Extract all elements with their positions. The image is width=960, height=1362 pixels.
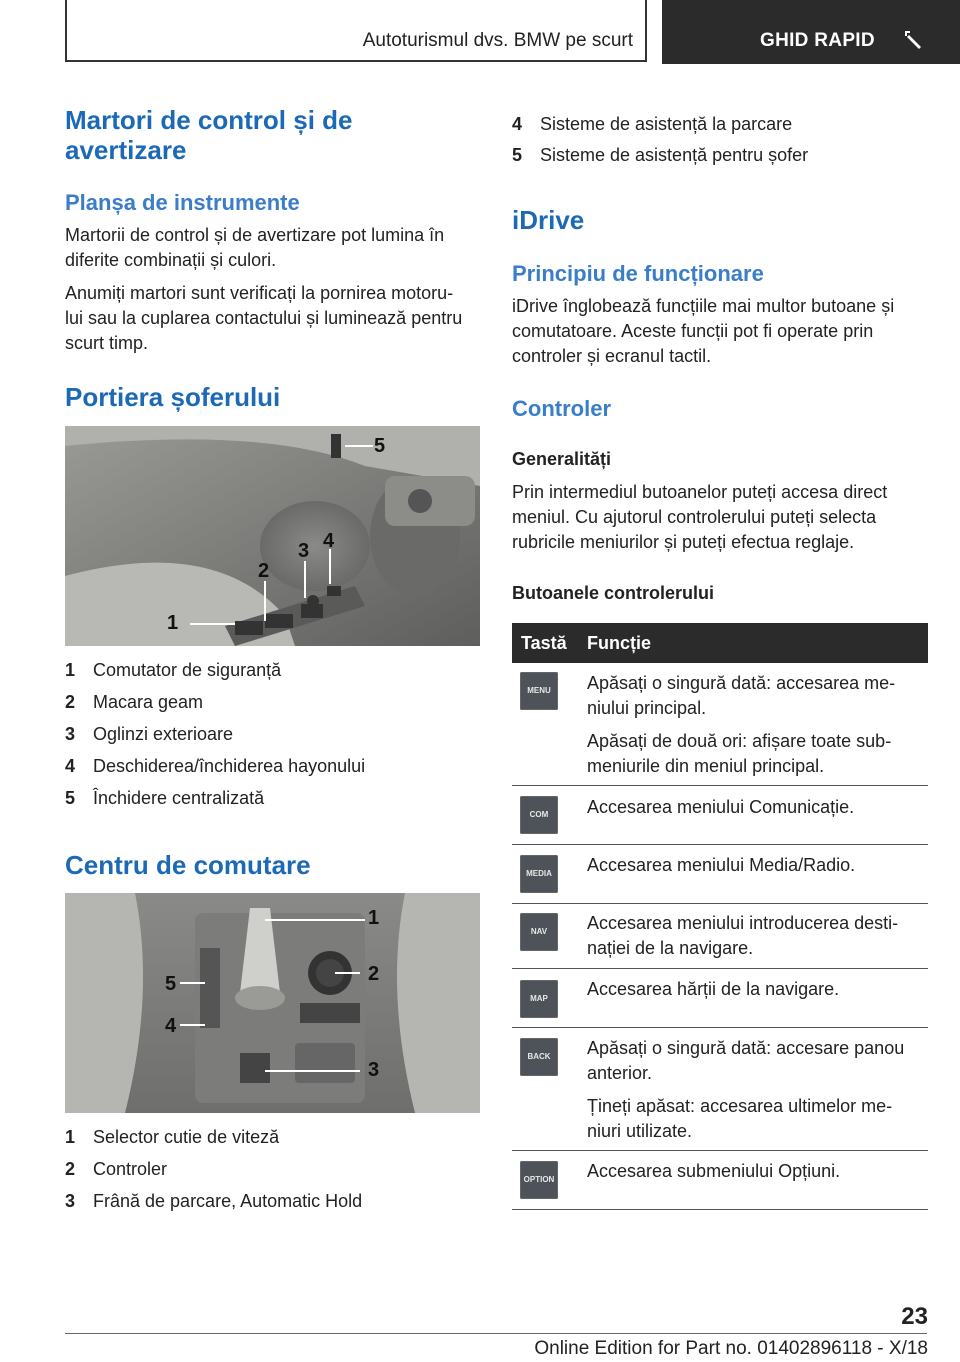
column-header-key: Tastă [521, 633, 567, 653]
legend-text: Macara geam [93, 692, 204, 712]
switch-center-photo [65, 893, 480, 1113]
heading-switch-center: Centru de comutare [65, 850, 311, 880]
cell-line: niului principal. [587, 698, 707, 718]
legend-text: Închidere centralizată [93, 788, 265, 808]
heading-driver-door: Portiera șoferului [65, 382, 281, 412]
cell-line: Accesarea hărții de la navigare. [587, 979, 840, 999]
legend-text: Deschiderea/închiderea hayonului [93, 756, 366, 776]
subheading-instrument-panel: Planșa de instrumente [65, 190, 300, 215]
subheading-controller: Controler [512, 396, 611, 421]
table-row [512, 845, 928, 904]
cell-line: Accesarea submeniului Opțiuni. [587, 1161, 841, 1181]
paragraph-line: Martorii de control și de avertizare pot lumina în [65, 225, 445, 245]
table-cell-function [587, 795, 922, 820]
legend-number: 1 [65, 1127, 76, 1147]
legend-number: 2 [65, 692, 76, 712]
paragraph-line: controler și ecranul tactil. [512, 346, 712, 366]
header-breadcrumb: Autoturismul dvs. BMW pe scurt [362, 30, 633, 51]
cell-line: anterior. [587, 1063, 653, 1083]
paragraph-line: meniul. Cu ajutorul controlerului puteți selecta [512, 507, 877, 527]
legend-number: 5 [512, 145, 523, 165]
table-row [512, 969, 928, 1028]
door-callout-3: 3 [298, 540, 310, 562]
cell-line: Apăsați o singură dată: accesarea me- [587, 673, 896, 693]
nav-key-icon: NAV [520, 913, 558, 951]
legend-text: Selector cutie de viteză [93, 1127, 280, 1147]
legend-number: 4 [512, 114, 523, 134]
page-title-line1: Martori de control și de [65, 105, 353, 135]
cell-line: nației de la navigare. [587, 938, 754, 958]
legend-number: 2 [65, 1159, 76, 1179]
legend-number: 3 [65, 724, 76, 744]
header-breadcrumb-box [65, 0, 647, 62]
center-callout-2: 2 [368, 963, 380, 985]
option-key-icon: OPTION [520, 1161, 558, 1199]
page-title [65, 105, 353, 165]
column-header-function: Funcție [587, 633, 652, 653]
cell-line: Accesarea meniului Comunicație. [587, 797, 855, 817]
center-callout-5: 5 [165, 973, 177, 995]
table-row [512, 786, 928, 845]
page-number: 23 [901, 1303, 928, 1330]
door-callout-4: 4 [323, 530, 335, 552]
map-key-icon: MAP [520, 980, 558, 1018]
paragraph-line: comutatoare. Aceste funcții pot fi operate prin [512, 321, 874, 341]
cell-line: meniurile din meniul principal. [587, 756, 825, 776]
table-cell-function [587, 977, 922, 1002]
heading-general: Generalități [512, 449, 612, 469]
subheading-principle: Principiu de funcționare [512, 261, 764, 286]
menu-key-icon: MENU [520, 672, 558, 710]
legend-number: 5 [65, 788, 76, 808]
table-row [512, 1028, 928, 1151]
header-section-tab [662, 0, 960, 64]
cell-line: Accesarea meniului Media/Radio. [587, 855, 856, 875]
driver-door-photo [65, 426, 480, 646]
table-header [512, 623, 928, 663]
door-callout-5: 5 [374, 435, 386, 457]
paragraph-controller [512, 480, 887, 555]
legend-number: 4 [65, 756, 76, 776]
table-cell-function [587, 853, 922, 878]
table-cell-function [587, 671, 922, 779]
media-key-icon: MEDIA [520, 855, 558, 893]
paragraph-line: Prin intermediul butoanelor puteți accesa direct [512, 482, 888, 502]
legend-number: 3 [65, 1191, 76, 1211]
door-callout-2: 2 [258, 560, 270, 582]
paragraph-indicators [65, 223, 444, 273]
table-row [512, 1151, 928, 1210]
cell-line: Apăsați o singură dată: accesare panou [587, 1038, 905, 1058]
header-section-label: GHID RAPID [760, 30, 875, 51]
paragraph-line: diferite combinații și culori. [65, 250, 277, 270]
legend-text: Comutator de siguranță [93, 660, 282, 680]
footer-divider [65, 1333, 927, 1334]
paragraph-line: scurt timp. [65, 333, 149, 353]
legend-text: Controler [93, 1159, 168, 1179]
cell-line: Apăsați de două ori: afișare toate sub- [587, 731, 892, 751]
legend-text: Oglinzi exterioare [93, 724, 234, 744]
cell-line: Accesarea meniului introducerea desti- [587, 913, 899, 933]
legend-text: Sisteme de asistență pentru șofer [540, 145, 809, 165]
legend-text: Sisteme de asistență la parcare [540, 114, 793, 134]
table-row [512, 663, 928, 786]
footer-edition: Online Edition for Part no. 01402896118 - X/18 [534, 1338, 928, 1359]
table-cell-function [587, 1036, 922, 1144]
door-callout-1: 1 [167, 612, 179, 634]
legend-number: 1 [65, 660, 76, 680]
table-cell-function [587, 1159, 922, 1184]
heading-idrive: iDrive [512, 205, 585, 235]
page-title-line2: avertizare [65, 135, 187, 165]
paragraph-line: Anumiți martori sunt verificați la pornirea motoru- [65, 283, 454, 303]
center-callout-4: 4 [165, 1015, 177, 1037]
paragraph-line: iDrive înglobează funcțiile mai multor butoane și [512, 296, 895, 316]
cell-line: Țineți apăsat: accesarea ultimelor me- [587, 1096, 893, 1116]
back-key-icon: BACK [520, 1038, 558, 1076]
wrench-icon [902, 28, 924, 50]
cell-line: niuri utilizate. [587, 1121, 693, 1141]
table-row [512, 904, 928, 969]
paragraph-line: rubricile meniurilor și puteți efectua reglaje. [512, 532, 855, 552]
com-key-icon: COM [520, 796, 558, 834]
paragraph-line: lui sau la cuplarea contactului și luminează pentru [65, 308, 463, 328]
heading-controller-buttons: Butoanele controlerului [512, 583, 715, 603]
center-callout-1: 1 [368, 907, 380, 929]
center-callout-3: 3 [368, 1059, 380, 1081]
table-cell-function [587, 911, 922, 961]
paragraph-idrive [512, 294, 894, 369]
paragraph-check [65, 281, 462, 356]
legend-text: Frână de parcare, Automatic Hold [93, 1191, 363, 1211]
